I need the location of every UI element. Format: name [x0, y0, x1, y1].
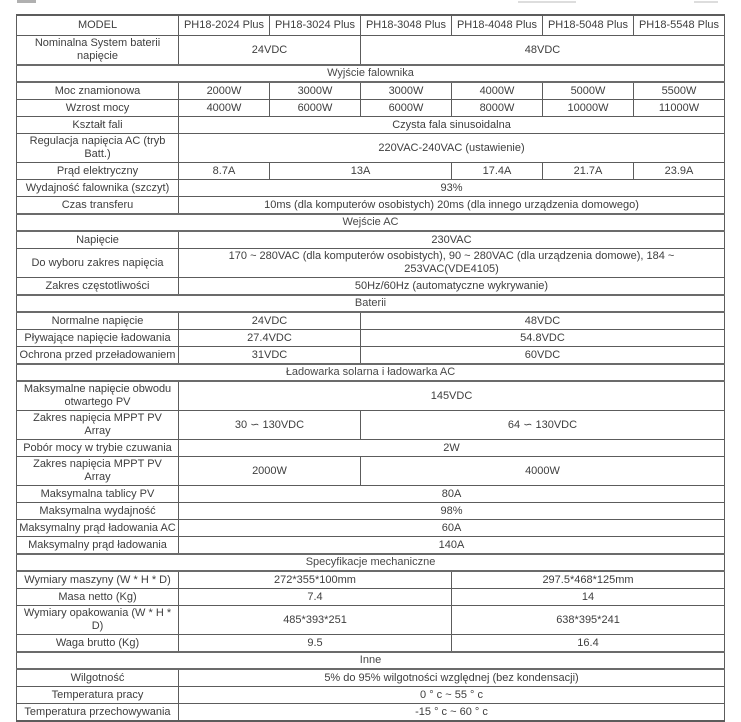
spec-label: Maksymalna wydajność [17, 503, 179, 520]
spec-label: Wymiary maszyny (W * H * D) [17, 571, 179, 589]
spec-row [17, 457, 725, 486]
spec-row [17, 249, 725, 278]
spec-label: Temperatura przechowywania [17, 704, 179, 722]
model-name: PH18-5048 Plus [543, 15, 634, 36]
crop-artifact [17, 0, 36, 3]
spec-label: Do wyboru zakres napięcia [17, 249, 179, 278]
spec-label: Masa netto (Kg) [17, 589, 179, 606]
spec-label: Normalne napięcie [17, 312, 179, 330]
model-name: PH18-3048 Plus [361, 15, 452, 36]
spec-value: 3000W [361, 82, 452, 100]
spec-row [17, 486, 725, 503]
spec-label: Prąd elektryczny [17, 163, 179, 180]
spec-row [17, 606, 725, 635]
spec-value: 5500W [634, 82, 725, 100]
spec-label: Regulacja napięcia AC (tryb Batt.) [17, 134, 179, 163]
spec-label: Kształt fali [17, 117, 179, 134]
spec-label: Zakres napięcia MPPT PV Array [17, 457, 179, 486]
spec-row [17, 635, 725, 653]
spec-label: Zakres częstotliwości [17, 278, 179, 296]
spec-value: 27.4VDC [179, 330, 361, 347]
spec-row [17, 163, 725, 180]
spec-row [17, 440, 725, 457]
spec-value: 30 ∽ 130VDC [179, 411, 361, 440]
model-name: PH18-2024 Plus [179, 15, 270, 36]
spec-value: 638*395*241 [452, 606, 725, 635]
spec-value: 54.8VDC [361, 330, 725, 347]
spec-label: Wydajność falownika (szczyt) [17, 180, 179, 197]
spec-row [17, 278, 725, 296]
spec-label: Pobór mocy w trybie czuwania [17, 440, 179, 457]
spec-value: 9.5 [179, 635, 452, 653]
spec-value: 5% do 95% wilgotności względnej (bez kondensacji) [179, 669, 725, 687]
model-column-label: MODEL [17, 15, 179, 36]
model-name: PH18-5548 Plus [634, 15, 725, 36]
spec-label: Czas transferu [17, 197, 179, 215]
spec-value: 10ms (dla komputerów osobistych) 20ms (dla innego urządzenia domowego) [179, 197, 725, 215]
section-row [17, 364, 725, 381]
spec-label: Temperatura pracy [17, 687, 179, 704]
section-title: Baterii [17, 295, 725, 312]
spec-value: 8000W [452, 100, 543, 117]
spec-value: 14 [452, 589, 725, 606]
spec-row [17, 82, 725, 100]
spec-row [17, 537, 725, 555]
spec-value: Czysta fala sinusoidalna [179, 117, 725, 134]
spec-value: 220VAC-240VAC (ustawienie) [179, 134, 725, 163]
spec-value: 140A [179, 537, 725, 555]
spec-value: 24VDC [179, 312, 361, 330]
spec-value: 0 ° c ~ 55 ° c [179, 687, 725, 704]
section-row [17, 214, 725, 231]
spec-row [17, 330, 725, 347]
spec-value: 16.4 [452, 635, 725, 653]
spec-table [16, 14, 725, 722]
spec-value: 13A [270, 163, 452, 180]
spec-row [17, 669, 725, 687]
spec-value: -15 ° c ~ 60 ° c [179, 704, 725, 722]
spec-value: 23.9A [634, 163, 725, 180]
section-row [17, 652, 725, 669]
crop-artifact [694, 1, 718, 3]
spec-value: 485*393*251 [179, 606, 452, 635]
spec-label: Maksymalny prąd ładowania AC [17, 520, 179, 537]
spec-value: 4000W [452, 82, 543, 100]
model-header-row [17, 15, 725, 36]
spec-label: Waga brutto (Kg) [17, 635, 179, 653]
spec-value: 60A [179, 520, 725, 537]
section-title: Ładowarka solarna i ładowarka AC [17, 364, 725, 381]
spec-label: Maksymalne napięcie obwodu otwartego PV [17, 381, 179, 411]
section-title: Wejście AC [17, 214, 725, 231]
model-name: PH18-3024 Plus [270, 15, 361, 36]
spec-label: Moc znamionowa [17, 82, 179, 100]
spec-value: 230VAC [179, 231, 725, 249]
spec-row [17, 100, 725, 117]
section-row [17, 554, 725, 571]
spec-label: Maksymalna tablicy PV [17, 486, 179, 503]
spec-label: Pływające napięcie ładowania [17, 330, 179, 347]
spec-value: 93% [179, 180, 725, 197]
spec-label: Maksymalny prąd ładowania [17, 537, 179, 555]
spec-row [17, 520, 725, 537]
spec-row [17, 117, 725, 134]
spec-value: 60VDC [361, 347, 725, 365]
spec-value: 10000W [543, 100, 634, 117]
section-row [17, 295, 725, 312]
spec-value: 98% [179, 503, 725, 520]
spec-row [17, 503, 725, 520]
spec-row [17, 312, 725, 330]
spec-value: 50Hz/60Hz (automatyczne wykrywanie) [179, 278, 725, 296]
spec-label: Wilgotność [17, 669, 179, 687]
spec-value: 3000W [270, 82, 361, 100]
spec-row [17, 180, 725, 197]
spec-value: 48VDC [361, 312, 725, 330]
spec-value: 8.7A [179, 163, 270, 180]
crop-artifact [518, 1, 576, 3]
spec-value: 6000W [270, 100, 361, 117]
spec-value: 24VDC [179, 36, 361, 66]
section-title: Wyjście falownika [17, 65, 725, 82]
spec-row [17, 134, 725, 163]
spec-label: Wymiary opakowania (W * H * D) [17, 606, 179, 635]
spec-value: 48VDC [361, 36, 725, 66]
spec-value: 11000W [634, 100, 725, 117]
spec-label: Ochrona przed przeładowaniem [17, 347, 179, 365]
spec-row [17, 411, 725, 440]
spec-value: 4000W [179, 100, 270, 117]
spec-value: 297.5*468*125mm [452, 571, 725, 589]
spec-row [17, 197, 725, 215]
model-name: PH18-4048 Plus [452, 15, 543, 36]
spec-row [17, 231, 725, 249]
spec-row [17, 36, 725, 66]
spec-value: 2000W [179, 457, 361, 486]
spec-row [17, 347, 725, 365]
section-title: Specyfikacje mechaniczne [17, 554, 725, 571]
spec-value: 80A [179, 486, 725, 503]
spec-value: 7.4 [179, 589, 452, 606]
section-row [17, 65, 725, 82]
spec-value: 170 ~ 280VAC (dla komputerów osobistych), 90 ~ 280VAC (dla urządzenia domowe), 184 ~ 253VAC(VDE4105) [179, 249, 725, 278]
spec-label: Wzrost mocy [17, 100, 179, 117]
spec-label: Napięcie [17, 231, 179, 249]
spec-row [17, 687, 725, 704]
spec-value: 64 ∽ 130VDC [361, 411, 725, 440]
spec-row [17, 589, 725, 606]
spec-value: 31VDC [179, 347, 361, 365]
section-title: Inne [17, 652, 725, 669]
spec-value: 17.4A [452, 163, 543, 180]
spec-value: 6000W [361, 100, 452, 117]
spec-row [17, 571, 725, 589]
spec-table-body [17, 15, 725, 721]
spec-row [17, 704, 725, 722]
spec-value: 272*355*100mm [179, 571, 452, 589]
spec-row [17, 381, 725, 411]
spec-value: 2W [179, 440, 725, 457]
spec-value: 4000W [361, 457, 725, 486]
spec-label: Nominalna System baterii napięcie [17, 36, 179, 66]
spec-value: 21.7A [543, 163, 634, 180]
spec-value: 2000W [179, 82, 270, 100]
spec-label: Zakres napięcia MPPT PV Array [17, 411, 179, 440]
spec-value: 145VDC [179, 381, 725, 411]
spec-value: 5000W [543, 82, 634, 100]
